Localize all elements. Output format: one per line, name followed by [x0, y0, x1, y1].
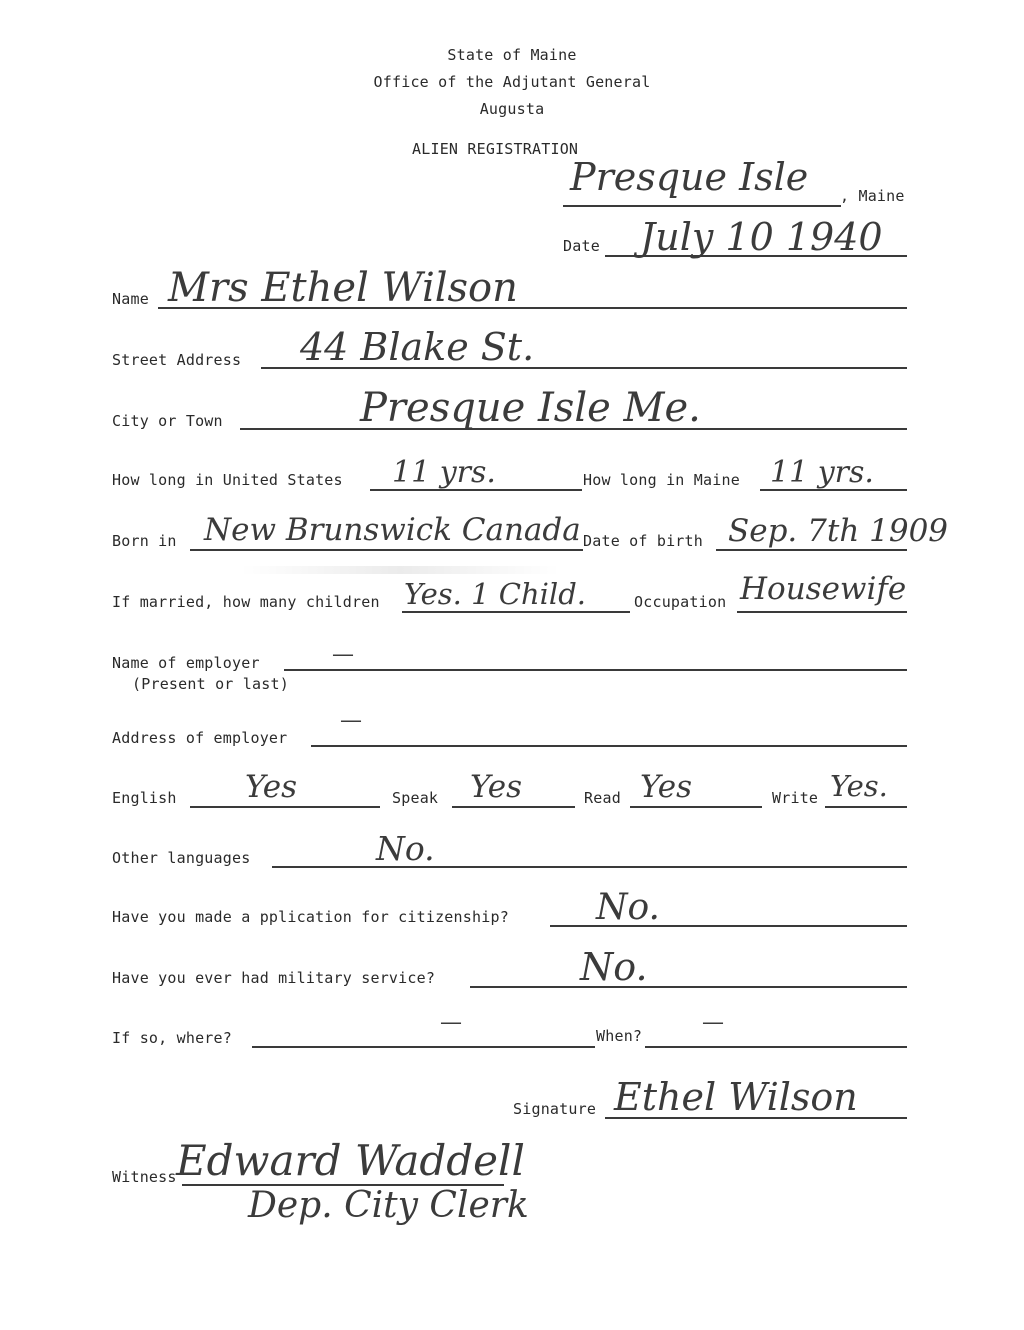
dob-value: Sep. 7th 1909 [728, 513, 949, 549]
employer-address-value: — [340, 708, 362, 733]
dob-line [716, 549, 907, 551]
born-line [190, 549, 583, 551]
read-label: Read [584, 789, 621, 807]
where-value: — [440, 1010, 462, 1035]
employer-label: Name of employer [112, 654, 260, 672]
name-line [158, 307, 907, 309]
employer-sublabel: (Present or last) [132, 675, 289, 693]
date-value: July 10 1940 [640, 215, 883, 259]
occupation-value: Housewife [740, 571, 907, 607]
write-label: Write [772, 789, 819, 807]
header-state: State of Maine [447, 46, 577, 64]
when-line [645, 1046, 907, 1048]
occupation-label: Occupation [634, 593, 727, 611]
name-label: Name [112, 290, 149, 308]
us-duration-label: How long in United States [112, 471, 343, 489]
employer-address-label: Address of employer [112, 729, 288, 747]
signature-label: Signature [513, 1100, 597, 1118]
witness-name: Edward Waddell [176, 1136, 525, 1185]
city-label: City or Town [112, 412, 223, 430]
where-line [252, 1046, 595, 1048]
read-line [630, 806, 762, 808]
place-line [563, 205, 841, 207]
signature-line [605, 1117, 907, 1119]
me-duration-line [760, 489, 907, 491]
other-languages-label: Other languages [112, 849, 251, 867]
me-duration-value: 11 yrs. [770, 455, 874, 490]
english-line [190, 806, 380, 808]
other-languages-line [272, 866, 907, 868]
city-line [240, 428, 907, 430]
military-line [470, 986, 907, 988]
where-label: If so, where? [112, 1029, 232, 1047]
born-label: Born in [112, 532, 177, 550]
military-label: Have you ever had military service? [112, 969, 436, 987]
employer-line [284, 669, 907, 671]
read-value: Yes [640, 769, 693, 805]
when-label: When? [596, 1027, 643, 1045]
city-value: Presque Isle Me. [360, 385, 701, 431]
children-value: Yes. 1 Child. [404, 577, 586, 611]
date-line [605, 255, 907, 257]
witness-label: Witness [112, 1168, 177, 1186]
me-duration-label: How long in Maine [583, 471, 740, 489]
date-label: Date [563, 237, 600, 255]
witness-line [182, 1184, 504, 1186]
english-label: English [112, 789, 177, 807]
street-label: Street Address [112, 351, 242, 369]
employer-address-line [311, 745, 907, 747]
write-line [825, 806, 907, 808]
form-title: ALIEN REGISTRATION [412, 140, 579, 158]
signature-value: Ethel Wilson [614, 1075, 858, 1119]
header-city: Augusta [479, 100, 545, 118]
speak-line [452, 806, 575, 808]
header-office: Office of the Adjutant General [373, 73, 651, 91]
street-line [261, 367, 907, 369]
other-languages-value: No. [376, 829, 435, 868]
citizenship-label: Have you made a pplication for citizenship? [112, 908, 509, 926]
witness-title: Dep. City Clerk [248, 1185, 529, 1226]
dob-label: Date of birth [583, 532, 703, 550]
born-value: New Brunswick Canada [204, 512, 581, 548]
employer-value: — [332, 642, 354, 667]
speak-label: Speak [392, 789, 439, 807]
when-value: — [702, 1010, 724, 1035]
citizenship-value: No. [596, 887, 660, 928]
occupation-line [737, 611, 907, 613]
citizenship-line [550, 925, 907, 927]
us-duration-value: 11 yrs. [392, 455, 496, 490]
children-label: If married, how many children [112, 593, 380, 611]
place-value: Presque Isle [570, 155, 809, 199]
street-value: 44 Blake St. [300, 325, 535, 369]
paper-smudge [240, 566, 560, 574]
write-value: Yes. [830, 769, 888, 803]
place-suffix: , Maine [840, 187, 905, 205]
english-value: Yes [245, 769, 298, 805]
children-line [402, 611, 630, 613]
us-duration-line [370, 489, 582, 491]
name-value: Mrs Ethel Wilson [168, 265, 518, 311]
speak-value: Yes [470, 769, 523, 805]
military-value: No. [580, 945, 648, 989]
